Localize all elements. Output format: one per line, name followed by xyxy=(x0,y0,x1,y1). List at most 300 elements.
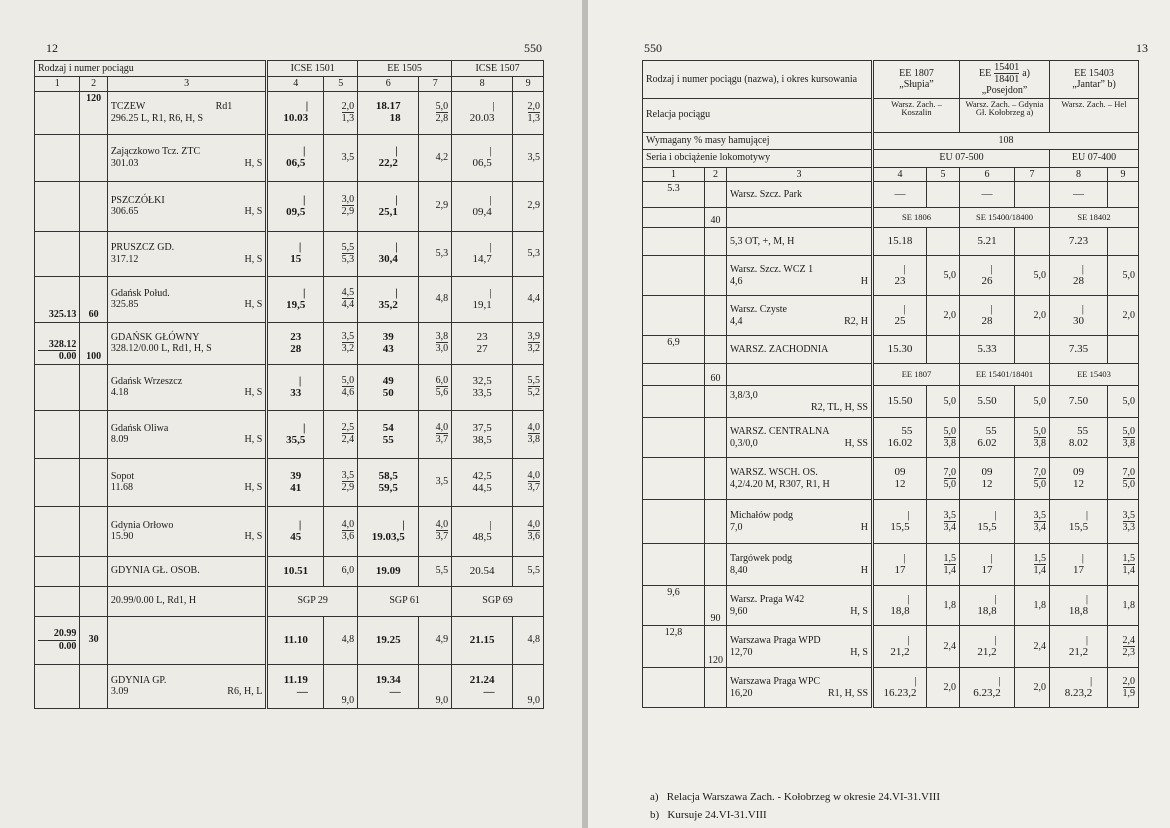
running-time-cell: 3,5 xyxy=(513,134,544,181)
time-cell: 7.50 xyxy=(1050,386,1108,418)
running-time-cell: $\frac{2,5}{2,4}$ xyxy=(324,410,358,458)
running-time-cell: $\frac{1,5}{1,4}$ xyxy=(1108,544,1139,586)
loco-value: EU 07-500 xyxy=(873,149,1050,167)
running-time-cell: $\frac{6,0}{5,6}$ xyxy=(419,364,452,410)
time-cell: 5.33 xyxy=(960,336,1015,364)
running-time-cell: 2,0 xyxy=(1015,296,1050,336)
time-cell: — xyxy=(960,182,1015,208)
station-row xyxy=(35,458,544,506)
table-number: 550 xyxy=(644,41,662,55)
page-number: 12 xyxy=(46,41,58,55)
time-cell: 11.19 — xyxy=(267,664,324,708)
speed-cell xyxy=(705,458,727,500)
speed-cell xyxy=(705,336,727,364)
station-name: WARSZ. WSCH. OS. xyxy=(730,467,818,478)
running-time-cell: 3,5 xyxy=(419,458,452,506)
station-row xyxy=(643,544,1139,586)
time-cell: | 06,5 xyxy=(267,134,324,181)
km-cell xyxy=(35,231,80,276)
time-cell: | 28 xyxy=(960,296,1015,336)
sgp-label: SGP 29 xyxy=(267,586,358,616)
station-cell: Targówek podg 8,40 H xyxy=(727,544,873,586)
station-row xyxy=(35,322,544,364)
column-number-row xyxy=(643,167,1139,182)
time-cell: 19.09 xyxy=(358,556,419,586)
time-cell: | 21,2 xyxy=(873,626,927,668)
station-row xyxy=(35,231,544,276)
time-cell: 5.21 xyxy=(960,228,1015,256)
right-page xyxy=(588,0,1170,828)
column-number: 4 xyxy=(267,77,324,92)
time-cell: — xyxy=(873,182,927,208)
time-cell: 5.50 xyxy=(960,386,1015,418)
station-cell: Gdynia Orłowo 15.90 H, S xyxy=(107,506,266,556)
station-row xyxy=(643,418,1139,458)
running-time-cell: 9,0 xyxy=(324,664,358,708)
km-cell xyxy=(643,208,705,228)
running-time-cell: $\frac{3,8}{3,0}$ xyxy=(419,322,452,364)
train-type-label: Rodzaj i numer pociągu xyxy=(35,61,267,77)
relation-value: Warsz. Zach. – Koszalin xyxy=(873,98,960,132)
column-number: 2 xyxy=(705,167,727,182)
time-cell: | 21,2 xyxy=(1050,626,1108,668)
timetable-right xyxy=(642,60,1139,708)
column-number: 8 xyxy=(452,77,513,92)
station-cell: Gdańsk Wrzeszcz 4.18 H, S xyxy=(107,364,266,410)
km-cell xyxy=(643,500,705,544)
speed-cell xyxy=(705,182,727,208)
running-time-cell: $\frac{2,0}{1,9}$ xyxy=(1108,668,1139,708)
station-cell: Warsz. Praga W42 9,60 H, S xyxy=(727,586,873,626)
time-cell: 23 27 xyxy=(452,322,513,364)
time-cell: 19.25 xyxy=(358,616,419,664)
station-cell: Sopot 11.68 H, S xyxy=(107,458,266,506)
station-cell: Zajączkowo Tcz. ZTC 301.03 H, S xyxy=(107,134,266,181)
running-time-cell: 5,0 xyxy=(1015,386,1050,418)
running-time-cell: $\frac{5,0}{4,6}$ xyxy=(324,364,358,410)
column-number: 7 xyxy=(1015,167,1050,182)
time-cell: | 26 xyxy=(960,256,1015,296)
running-time-cell: 5,3 xyxy=(513,231,544,276)
station-row xyxy=(35,181,544,231)
loco-row xyxy=(643,149,1139,167)
running-time-cell: $\frac{3,5}{3,4}$ xyxy=(927,500,960,544)
train-number: EE 1807 „Słupia” xyxy=(873,61,960,99)
station-cell xyxy=(107,556,266,586)
speed-cell: 60 xyxy=(80,276,107,322)
station-name: WARSZ. ZACHODNIA xyxy=(730,343,829,355)
time-cell: 55 6.02 xyxy=(960,418,1015,458)
speed-cell xyxy=(80,410,107,458)
station-name: Gdańsk Połud. xyxy=(110,287,170,299)
km-cell xyxy=(35,506,80,556)
station-name: Sopot xyxy=(110,470,135,482)
running-time-cell: 4,9 xyxy=(419,616,452,664)
time-cell: | 18,8 xyxy=(960,586,1015,626)
train-number: ICSE 1507 xyxy=(452,61,544,77)
time-cell: 09 12 xyxy=(873,458,927,500)
time-cell: | 17 xyxy=(873,544,927,586)
timetable-left xyxy=(34,60,544,709)
station-row xyxy=(643,228,1139,256)
km-cell: 6,9 xyxy=(643,336,705,364)
station-cell xyxy=(727,336,873,364)
station-cell xyxy=(727,182,873,208)
station-name: GDAŃSK GŁÓWNY xyxy=(110,331,200,343)
station-row xyxy=(35,556,544,586)
column-number: 1 xyxy=(643,167,705,182)
running-time-cell: 3,5 xyxy=(324,134,358,181)
running-time-cell: 1,8 xyxy=(1108,586,1139,626)
station-row xyxy=(643,256,1139,296)
train-number: EE 1505 xyxy=(358,61,452,77)
time-cell: 19.34 — xyxy=(358,664,419,708)
left-page xyxy=(0,0,582,828)
time-cell: | 48,5 xyxy=(452,506,513,556)
running-time-cell: $\frac{3,5}{3,4}$ xyxy=(1015,500,1050,544)
km-cell xyxy=(643,228,705,256)
speed-cell xyxy=(705,296,727,336)
station-name: GDYNIA GŁ. OSOB. xyxy=(110,565,200,577)
time-cell: | 33 xyxy=(267,364,324,410)
running-time-cell: 9,0 xyxy=(513,664,544,708)
station-name: Gdańsk Wrzeszcz xyxy=(110,375,183,387)
running-time-cell: 5,0 xyxy=(927,256,960,296)
speed-cell: 90 xyxy=(705,586,727,626)
station-cell: WARSZ. WSCH. OS. 4,2/4.20 M, R307, R1, H xyxy=(727,458,873,500)
station-row xyxy=(35,664,544,708)
station-name: TCZEW xyxy=(110,101,146,112)
time-cell: | 21,2 xyxy=(960,626,1015,668)
running-time-cell: $\frac{5,5}{5,2}$ xyxy=(513,364,544,410)
km-cell xyxy=(643,668,705,708)
column-number: 6 xyxy=(960,167,1015,182)
station-cell: Warszawa Praga WPC 16,20 R1, H, SS xyxy=(727,668,873,708)
column-number: 2 xyxy=(80,77,107,92)
column-number-row xyxy=(35,77,544,92)
speed-cell: 30 xyxy=(80,616,107,664)
time-cell: | 18,8 xyxy=(1050,586,1108,626)
time-cell: 10.51 xyxy=(267,556,324,586)
time-cell: | 23 xyxy=(873,256,927,296)
running-time-cell: 2,4 xyxy=(927,626,960,668)
column-number: 9 xyxy=(513,77,544,92)
station-name: Michałów podg xyxy=(730,510,794,521)
station-cell: Gdańsk Połud. 325.85 H, S xyxy=(107,276,266,322)
column-number: 5 xyxy=(927,167,960,182)
running-time-cell: 5,0 xyxy=(1108,256,1139,296)
time-cell: | 45 xyxy=(267,506,324,556)
speed-cell xyxy=(705,386,727,418)
train-label: EE 15403 xyxy=(1050,364,1139,386)
time-cell: 15.18 xyxy=(873,228,927,256)
time-cell: 7.35 xyxy=(1050,336,1108,364)
station-name: 3,8/3,0 xyxy=(730,390,758,401)
time-cell: | 17 xyxy=(1050,544,1108,586)
running-time-cell: 4,8 xyxy=(324,616,358,664)
station-name: Gdynia Orłowo xyxy=(110,519,174,531)
column-number: 7 xyxy=(419,77,452,92)
train-number: EE 15401 18401 a) „Posejdon” xyxy=(960,61,1050,99)
running-time-cell: 5,0 xyxy=(1108,386,1139,418)
speed-cell xyxy=(80,556,107,586)
station-cell: GDAŃSK GŁÓWNY 328.12/0.00 L, Rd1, H, S xyxy=(107,322,266,364)
station-cell: Gdańsk Oliwa 8.09 H, S xyxy=(107,410,266,458)
time-cell: 39 41 xyxy=(267,458,324,506)
station-row xyxy=(643,500,1139,544)
station-cell: 3,8/3,0 R2, TL, H, SS xyxy=(727,386,873,418)
running-time-cell: $\frac{4,0}{3,7}$ xyxy=(419,506,452,556)
footnote-a: a) Relacja Warszawa Zach. - Kołobrzeg w okresie 24.VI-31.VIII xyxy=(650,791,940,803)
running-time-cell: $\frac{5,0}{2,8}$ xyxy=(419,91,452,134)
station-row xyxy=(643,386,1139,418)
station-name: 5,3 OT, +, M, H xyxy=(730,235,795,247)
time-cell: | 35,5 xyxy=(267,410,324,458)
running-time-cell: $\frac{1,5}{1,4}$ xyxy=(927,544,960,586)
running-time-cell: $\frac{3,5}{3,2}$ xyxy=(324,322,358,364)
table-number: 550 xyxy=(524,41,542,55)
time-cell: | 35,2 xyxy=(358,276,419,322)
speed-cell: 100 xyxy=(80,322,107,364)
station-cell: GDYNIA GP. 3.09 R6, H, L xyxy=(107,664,266,708)
running-time-cell: 4,8 xyxy=(513,616,544,664)
speed-cell: 60 xyxy=(705,364,727,386)
time-cell: 55 8.02 xyxy=(1050,418,1108,458)
header-row xyxy=(35,61,544,77)
time-cell: | 14,7 xyxy=(452,231,513,276)
train-label: EE 15401/18401 xyxy=(960,364,1050,386)
train-label: SE 1806 xyxy=(873,208,960,228)
station-cell: WARSZ. CENTRALNA 0,3/0,0 H, SS xyxy=(727,418,873,458)
time-cell: | 09,5 xyxy=(267,181,324,231)
column-number: 3 xyxy=(107,77,266,92)
time-cell: | 15,5 xyxy=(1050,500,1108,544)
time-cell: | 09,4 xyxy=(452,181,513,231)
running-time-cell: $\frac{2,0}{1,3}$ xyxy=(324,91,358,134)
station-row xyxy=(35,276,544,322)
station-name: Zajączkowo Tcz. ZTC xyxy=(110,146,201,157)
time-cell: | 19.03,5 xyxy=(358,506,419,556)
station-detail: 20.99/0.00 L, Rd1, H xyxy=(107,586,266,616)
running-time-cell: $\frac{2,4}{2,3}$ xyxy=(1108,626,1139,668)
time-cell: | 8.23,2 xyxy=(1050,668,1108,708)
time-cell: | 20.03 xyxy=(452,91,513,134)
km-cell: 328.12 0.00 xyxy=(35,322,80,364)
time-cell: | 28 xyxy=(1050,256,1108,296)
time-cell: | 18,8 xyxy=(873,586,927,626)
time-cell: 09 12 xyxy=(1050,458,1108,500)
time-cell: | 25 xyxy=(873,296,927,336)
speed-cell xyxy=(705,418,727,458)
station-name: PSZCZÓŁKI xyxy=(110,194,165,206)
station-name: Targówek podg xyxy=(730,553,793,564)
station-cell: Warszawa Praga WPD 12,70 H, S xyxy=(727,626,873,668)
time-cell: 58,5 59,5 xyxy=(358,458,419,506)
time-cell: | 25,1 xyxy=(358,181,419,231)
running-time-cell: $\frac{4,0}{3,8}$ xyxy=(513,410,544,458)
running-time-cell: $\frac{4,0}{3,7}$ xyxy=(513,458,544,506)
time-cell: | 15 xyxy=(267,231,324,276)
running-time-cell: $\frac{3,0}{2,9}$ xyxy=(324,181,358,231)
station-row xyxy=(35,91,544,134)
speed-cell xyxy=(80,364,107,410)
time-cell: | 06,5 xyxy=(452,134,513,181)
running-time-cell: $\frac{3,5}{2,9}$ xyxy=(324,458,358,506)
km-cell xyxy=(35,556,80,586)
running-time-cell: $\frac{3,5}{3,3}$ xyxy=(1108,500,1139,544)
station-row xyxy=(643,182,1139,208)
station-name: Warszawa Praga WPD xyxy=(730,635,821,646)
time-cell: 11.10 xyxy=(267,616,324,664)
speed-cell: 120 xyxy=(80,91,107,134)
km-cell: 20.99 0.00 xyxy=(35,616,80,664)
running-time-cell: $\frac{5,0}{3,8}$ xyxy=(1015,418,1050,458)
relation-value: Warsz. Zach. – Hel xyxy=(1050,98,1139,132)
km-cell xyxy=(643,544,705,586)
page-number: 13 xyxy=(1136,41,1148,55)
time-cell: 20.54 xyxy=(452,556,513,586)
running-time-cell: $\frac{7,0}{5,0}$ xyxy=(1108,458,1139,500)
time-cell: 15.30 xyxy=(873,336,927,364)
km-cell xyxy=(643,364,705,386)
speed-cell xyxy=(705,500,727,544)
km-cell xyxy=(643,386,705,418)
km-cell xyxy=(643,256,705,296)
time-cell: 23 28 xyxy=(267,322,324,364)
station-row xyxy=(643,364,1139,386)
time-cell: | 16.23,2 xyxy=(873,668,927,708)
train-number: EE 15403 „Jantar” b) xyxy=(1050,61,1139,99)
running-time-cell: 4,8 xyxy=(419,276,452,322)
station-name: GDYNIA GP. xyxy=(110,674,167,686)
brake-row xyxy=(643,132,1139,149)
relation-label: Relacja pociągu xyxy=(643,98,873,132)
km-cell xyxy=(35,410,80,458)
station-cell: TCZEW Rd1 296.25 L, R1, R6, H, S xyxy=(107,91,266,134)
column-number: 4 xyxy=(873,167,927,182)
time-cell: 42,5 44,5 xyxy=(452,458,513,506)
running-time-cell: $\frac{5,0}{3,8}$ xyxy=(1108,418,1139,458)
speed-cell xyxy=(705,668,727,708)
time-cell: | 19,1 xyxy=(452,276,513,322)
km-cell: 12,8 xyxy=(643,626,705,668)
time-cell: | 15,5 xyxy=(960,500,1015,544)
running-time-cell: $\frac{1,5}{1,4}$ xyxy=(1015,544,1050,586)
station-row xyxy=(643,336,1139,364)
time-cell: 21.24 — xyxy=(452,664,513,708)
time-cell: — xyxy=(1050,182,1108,208)
footnote-b: b) Kursuje 24.VI-31.VIII xyxy=(650,809,767,821)
time-cell: | 22,2 xyxy=(358,134,419,181)
time-cell: 18.17 18 xyxy=(358,91,419,134)
running-time-cell: 1,8 xyxy=(927,586,960,626)
station-name: Warsz. Praga W42 xyxy=(730,594,805,605)
km-cell xyxy=(35,181,80,231)
station-name: PRUSZCZ GD. xyxy=(110,242,175,253)
running-time-cell: 2,9 xyxy=(419,181,452,231)
km-cell xyxy=(35,364,80,410)
time-cell: 49 50 xyxy=(358,364,419,410)
running-time-cell: 6,0 xyxy=(324,556,358,586)
running-time-cell: $\frac{3,9}{3,2}$ xyxy=(513,322,544,364)
running-time-cell: 2,9 xyxy=(513,181,544,231)
km-cell xyxy=(643,418,705,458)
speed-cell: 40 xyxy=(705,208,727,228)
station-name: Warsz. Szcz. WCZ 1 xyxy=(730,264,814,275)
station-row xyxy=(35,506,544,556)
speed-cell xyxy=(80,181,107,231)
time-cell: 09 12 xyxy=(960,458,1015,500)
column-number: 6 xyxy=(358,77,419,92)
running-time-cell: 5,0 xyxy=(1015,256,1050,296)
station-row xyxy=(643,208,1139,228)
station-cell: PSZCZÓŁKI 306.65 H, S xyxy=(107,181,266,231)
running-time-cell: 2,0 xyxy=(927,296,960,336)
running-time-cell: $\frac{5,5}{5,3}$ xyxy=(324,231,358,276)
speed-cell xyxy=(80,134,107,181)
brake-label: Wymagany % masy hamującej xyxy=(643,132,873,149)
station-row xyxy=(35,410,544,458)
brake-value: 108 xyxy=(873,132,1139,149)
column-number: 5 xyxy=(324,77,358,92)
time-cell: | 15,5 xyxy=(873,500,927,544)
column-number: 3 xyxy=(727,167,873,182)
station-name: Warsz. Czyste xyxy=(730,304,787,315)
relation-value: Warsz. Zach. – Gdynia Gł. Kołobrzeg a) xyxy=(960,98,1050,132)
sgp-label: SGP 69 xyxy=(452,586,544,616)
departure-row xyxy=(35,616,544,664)
running-time-cell: 5,3 xyxy=(419,231,452,276)
km-cell xyxy=(35,91,80,134)
running-time-cell: $\frac{7,0}{5,0}$ xyxy=(1015,458,1050,500)
time-cell: | 6.23,2 xyxy=(960,668,1015,708)
station-cell: Warsz. Szcz. WCZ 1 4,6 H xyxy=(727,256,873,296)
time-cell: | 10.03 xyxy=(267,91,324,134)
km-cell xyxy=(643,458,705,500)
running-time-cell: $\frac{4,0}{3,7}$ xyxy=(419,410,452,458)
running-time-cell: 5,5 xyxy=(513,556,544,586)
speed-cell xyxy=(80,458,107,506)
time-cell: 15.50 xyxy=(873,386,927,418)
km-cell: 5.3 xyxy=(643,182,705,208)
sgp-label: SGP 61 xyxy=(358,586,452,616)
speed-cell: 120 xyxy=(705,626,727,668)
train-type-label: Rodzaj i numer pociągu (nazwa), i okres kursowania xyxy=(643,61,873,99)
speed-cell xyxy=(80,506,107,556)
running-time-cell: 4,2 xyxy=(419,134,452,181)
km-cell: 9,6 xyxy=(643,586,705,626)
loco-label: Seria i obciążenie lokomotywy xyxy=(643,149,873,167)
station-row xyxy=(643,458,1139,500)
loco-value: EU 07-400 xyxy=(1050,149,1139,167)
speed-cell xyxy=(705,256,727,296)
speed-cell xyxy=(705,544,727,586)
time-cell: 21.15 xyxy=(452,616,513,664)
station-row xyxy=(643,626,1139,668)
time-cell: 55 16.02 xyxy=(873,418,927,458)
station-name: WARSZ. CENTRALNA xyxy=(730,426,830,437)
km-cell xyxy=(35,458,80,506)
train-number: ICSE 1501 xyxy=(267,61,358,77)
running-time-cell: 2,0 xyxy=(1108,296,1139,336)
station-row xyxy=(643,296,1139,336)
header-row xyxy=(643,61,1139,99)
km-cell: 325.13 xyxy=(35,276,80,322)
running-time-cell: $\frac{4,0}{3,6}$ xyxy=(324,506,358,556)
time-cell: 39 43 xyxy=(358,322,419,364)
column-number: 8 xyxy=(1050,167,1108,182)
running-time-cell: 4,4 xyxy=(513,276,544,322)
